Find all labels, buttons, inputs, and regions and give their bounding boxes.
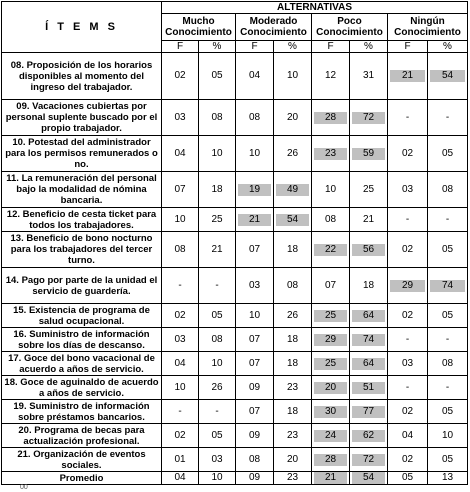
alternativas-header: ALTERNATIVAS	[162, 2, 468, 14]
cell-value: 10	[441, 429, 454, 441]
item-label: 16. Suministro de información sobre los días de descanso.	[2, 328, 162, 352]
cell-value: 20	[314, 382, 347, 394]
sub-header-f: F	[162, 41, 199, 53]
cell-frequency	[388, 376, 428, 400]
cell-frequency	[162, 472, 199, 485]
item-label: 14. Pago por parte de la unidad el servicio de guardería.	[2, 268, 162, 304]
cell-value: 09	[248, 429, 261, 441]
cell-value: 08	[441, 183, 454, 195]
cell-frequency	[388, 100, 428, 136]
cell-value: 18	[286, 405, 299, 417]
cell-percentage	[350, 268, 388, 304]
cell-value: 03	[401, 357, 414, 369]
cell-frequency	[162, 136, 199, 172]
cell-frequency	[236, 232, 274, 268]
sub-header-f: F	[236, 41, 274, 53]
cell-value: -	[445, 381, 450, 393]
cell-percentage	[350, 352, 388, 376]
cell-value: 59	[352, 148, 385, 160]
cell-value: 19	[238, 184, 271, 196]
cell-frequency	[312, 268, 350, 304]
item-label: 11. La remuneración del personal bajo la modalidad de nómina bancaria.	[2, 172, 162, 208]
cell-value: 05	[441, 147, 454, 159]
cell-frequency	[236, 268, 274, 304]
cell-frequency	[162, 268, 199, 304]
cell-percentage	[199, 376, 236, 400]
cell-percentage	[274, 208, 312, 232]
cell-percentage	[274, 100, 312, 136]
cell-value: -	[405, 213, 410, 225]
item-label: 10. Potestad del administrador para los permisos remunerados o no.	[2, 136, 162, 172]
cell-frequency	[312, 376, 350, 400]
table-row	[2, 304, 468, 328]
group-header-poco: Poco Conocimiento	[312, 14, 388, 41]
cell-percentage	[274, 232, 312, 268]
cell-value: -	[405, 333, 410, 345]
cell-frequency	[388, 208, 428, 232]
cell-value: 22	[314, 244, 347, 256]
table-row	[2, 136, 468, 172]
cell-percentage	[428, 400, 468, 424]
cell-value: 24	[314, 430, 347, 442]
cell-percentage	[274, 172, 312, 208]
cell-value: 04	[401, 429, 414, 441]
table-row	[2, 448, 468, 472]
cell-value: 21	[390, 70, 425, 82]
cell-frequency	[162, 400, 199, 424]
cell-value: 21	[238, 214, 271, 226]
cell-value: 74	[352, 334, 385, 346]
table-row	[2, 328, 468, 352]
cell-frequency	[312, 208, 350, 232]
table-row	[2, 100, 468, 136]
cell-percentage	[350, 400, 388, 424]
cell-value: 31	[362, 70, 375, 81]
cell-value: 18	[286, 243, 299, 255]
cell-value: 74	[430, 280, 465, 292]
cell-percentage	[274, 304, 312, 328]
cell-percentage	[428, 53, 468, 100]
cell-frequency	[162, 304, 199, 328]
sub-header-pct: %	[199, 41, 236, 53]
cell-value: 23	[286, 381, 299, 393]
cell-value: 08	[441, 357, 454, 369]
cell-value: 20	[286, 453, 299, 465]
cell-percentage	[350, 232, 388, 268]
cell-percentage	[274, 136, 312, 172]
cell-frequency	[312, 232, 350, 268]
cell-percentage	[199, 208, 236, 232]
table-body	[2, 53, 468, 485]
cell-frequency	[312, 448, 350, 472]
cell-value: 49	[276, 184, 309, 196]
cell-value: 07	[248, 243, 261, 255]
cell-percentage	[350, 376, 388, 400]
item-label: 12. Beneficio de cesta ticket para todos los trabajadores.	[2, 208, 162, 232]
cell-frequency	[388, 328, 428, 352]
cell-percentage	[428, 100, 468, 136]
item-label: 08. Proposición de los horarios disponibles al momento del ingreso del trabajador.	[2, 53, 162, 100]
cell-percentage	[350, 472, 388, 485]
cell-percentage	[199, 304, 236, 328]
cell-frequency	[388, 172, 428, 208]
sub-header-pct: %	[428, 41, 468, 53]
cell-percentage	[274, 352, 312, 376]
item-label: 09. Vacaciones cubiertas por personal suplente buscado por el propio trabajador.	[2, 100, 162, 136]
cell-value: 23	[286, 472, 299, 483]
item-label: 21. Organización de eventos sociales.	[2, 448, 162, 472]
cell-percentage	[274, 53, 312, 100]
cell-percentage	[350, 136, 388, 172]
cell-value: 01	[174, 453, 186, 465]
cell-value: 21	[362, 213, 375, 225]
cell-frequency	[312, 100, 350, 136]
cell-value: 02	[401, 147, 414, 159]
cell-frequency	[312, 472, 350, 485]
cell-value: -	[445, 111, 450, 123]
cell-frequency	[162, 100, 199, 136]
cell-percentage	[274, 328, 312, 352]
cell-frequency	[236, 376, 274, 400]
cell-value: 64	[352, 358, 385, 370]
table-row	[2, 53, 468, 100]
cell-percentage	[199, 424, 236, 448]
cell-value: 04	[248, 70, 261, 81]
cell-frequency	[312, 400, 350, 424]
cell-value: 05	[211, 429, 223, 441]
cell-value: 05	[441, 405, 454, 417]
cell-value: -	[405, 381, 410, 393]
cell-frequency	[388, 232, 428, 268]
cell-frequency	[312, 424, 350, 448]
cell-frequency	[236, 352, 274, 376]
cell-value: 20	[286, 111, 299, 123]
cell-value: 02	[401, 405, 414, 417]
cell-value: 29	[314, 334, 347, 346]
cell-frequency	[236, 328, 274, 352]
results-table	[1, 1, 468, 485]
cell-value: 10	[248, 147, 261, 159]
cell-frequency	[236, 53, 274, 100]
cell-percentage	[199, 448, 236, 472]
cell-value: 25	[314, 358, 347, 370]
cell-value: 51	[352, 382, 385, 394]
cell-percentage	[428, 136, 468, 172]
cell-value: -	[178, 405, 182, 417]
cell-value: 07	[248, 405, 261, 417]
table-row	[2, 472, 468, 485]
cell-value: 25	[314, 310, 347, 322]
cell-value: 18	[362, 279, 375, 291]
table-row	[2, 424, 468, 448]
cell-value: 29	[390, 280, 425, 292]
cell-value: 08	[211, 111, 223, 123]
cell-value: 18	[286, 333, 299, 345]
cell-frequency	[388, 53, 428, 100]
cell-percentage	[428, 352, 468, 376]
cell-percentage	[428, 304, 468, 328]
table-row	[2, 172, 468, 208]
cell-percentage	[274, 448, 312, 472]
group-header-ningun: Ningún Conocimiento	[388, 14, 468, 41]
cell-value: 05	[441, 243, 454, 255]
cell-percentage	[350, 172, 388, 208]
cell-value: 26	[211, 381, 223, 393]
cell-percentage	[428, 424, 468, 448]
cell-percentage	[428, 328, 468, 352]
cell-value: -	[445, 213, 450, 225]
cell-percentage	[428, 268, 468, 304]
cell-value: 05	[441, 309, 454, 321]
cell-frequency	[312, 136, 350, 172]
cell-frequency	[388, 304, 428, 328]
cell-value: 12	[324, 70, 337, 81]
cell-value: 02	[401, 453, 414, 465]
cell-percentage	[350, 448, 388, 472]
cell-value: 10	[211, 357, 223, 369]
cell-value: 08	[211, 333, 223, 345]
item-label: Promedio	[2, 472, 162, 485]
cell-frequency	[312, 352, 350, 376]
cell-frequency	[162, 424, 199, 448]
cell-value: 05	[211, 309, 223, 321]
cell-value: 30	[314, 406, 347, 418]
cell-percentage	[199, 268, 236, 304]
cell-frequency	[162, 208, 199, 232]
cell-value: 03	[174, 333, 186, 345]
cell-frequency	[388, 400, 428, 424]
cell-value: 04	[174, 357, 186, 369]
cell-value: 02	[174, 309, 186, 321]
cell-value: 02	[401, 243, 414, 255]
cell-percentage	[428, 472, 468, 485]
cell-value: 07	[174, 183, 186, 195]
cell-frequency	[236, 304, 274, 328]
cell-frequency	[236, 172, 274, 208]
cell-value: 03	[174, 111, 186, 123]
cell-value: 62	[352, 430, 385, 442]
cell-value: 07	[248, 333, 261, 345]
cell-frequency	[236, 136, 274, 172]
cell-value: 23	[286, 429, 299, 441]
cell-percentage	[199, 328, 236, 352]
cell-value: 26	[286, 309, 299, 321]
cell-percentage	[350, 100, 388, 136]
cell-percentage	[350, 304, 388, 328]
group-header-mucho: Mucho Conocimiento	[162, 14, 236, 41]
cell-percentage	[350, 328, 388, 352]
cell-value: 18	[286, 357, 299, 369]
table-row	[2, 232, 468, 268]
cell-frequency	[388, 472, 428, 485]
cell-value: 05	[211, 70, 223, 81]
cell-percentage	[199, 352, 236, 376]
cell-value: 25	[211, 213, 223, 225]
cell-frequency	[388, 352, 428, 376]
cell-percentage	[274, 472, 312, 485]
cell-frequency	[388, 136, 428, 172]
item-label: 15. Existencia de programa de salud ocupacional.	[2, 304, 162, 328]
table-row	[2, 268, 468, 304]
cell-frequency	[236, 424, 274, 448]
cell-value: 10	[286, 70, 299, 81]
items-header: Í T E M S	[2, 2, 162, 53]
table-row	[2, 400, 468, 424]
cell-frequency	[312, 328, 350, 352]
cell-value: -	[215, 405, 219, 417]
cell-frequency	[162, 448, 199, 472]
cell-frequency	[162, 376, 199, 400]
cell-value: -	[215, 279, 219, 291]
cell-value: 10	[211, 472, 223, 483]
page-footer-text: 00	[20, 484, 28, 491]
cell-percentage	[199, 100, 236, 136]
cell-value: 09	[248, 472, 261, 483]
cell-value: 07	[324, 279, 337, 291]
group-header-moderado: Moderado Conocimiento	[236, 14, 312, 41]
cell-value: 54	[276, 214, 309, 226]
cell-value: 10	[324, 183, 337, 195]
cell-percentage	[428, 376, 468, 400]
cell-percentage	[199, 400, 236, 424]
cell-percentage	[428, 232, 468, 268]
cell-value: 08	[286, 279, 299, 291]
item-label: 20. Programa de becas para actualización profesional.	[2, 424, 162, 448]
cell-value: 03	[401, 183, 414, 195]
cell-value: 02	[401, 309, 414, 321]
cell-frequency	[388, 448, 428, 472]
cell-value: 23	[314, 148, 347, 160]
sub-header-pct: %	[350, 41, 388, 53]
cell-percentage	[199, 136, 236, 172]
cell-value: 25	[362, 183, 375, 195]
cell-frequency	[236, 448, 274, 472]
cell-percentage	[199, 53, 236, 100]
cell-value: 08	[248, 453, 261, 465]
cell-value: -	[405, 111, 410, 123]
sub-header-f: F	[388, 41, 428, 53]
cell-value: 02	[174, 429, 186, 441]
cell-frequency	[162, 352, 199, 376]
cell-value: 10	[211, 147, 223, 159]
cell-value: 72	[352, 112, 385, 124]
sub-header-pct: %	[274, 41, 312, 53]
cell-frequency	[162, 328, 199, 352]
cell-value: 03	[248, 279, 261, 291]
cell-value: 09	[248, 381, 261, 393]
cell-value: 04	[174, 472, 186, 483]
cell-frequency	[162, 53, 199, 100]
cell-percentage	[274, 376, 312, 400]
cell-value: 28	[314, 112, 347, 124]
cell-value: 54	[352, 472, 385, 484]
cell-value: 72	[352, 454, 385, 466]
cell-percentage	[274, 400, 312, 424]
cell-frequency	[388, 268, 428, 304]
cell-value: -	[445, 333, 450, 345]
cell-value: 05	[401, 472, 414, 483]
item-label: 19. Suministro de información sobre préstamos bancarios.	[2, 400, 162, 424]
cell-value: 05	[441, 453, 454, 465]
cell-percentage	[428, 448, 468, 472]
cell-frequency	[388, 424, 428, 448]
cell-percentage	[199, 472, 236, 485]
item-label: 13. Beneficio de bono nocturno para los trabajadores del tercer turno.	[2, 232, 162, 268]
cell-value: 08	[324, 213, 337, 225]
cell-percentage	[199, 232, 236, 268]
cell-percentage	[350, 53, 388, 100]
cell-percentage	[350, 424, 388, 448]
cell-value: 08	[174, 243, 186, 255]
cell-value: 10	[174, 213, 186, 225]
cell-value: 54	[430, 70, 465, 82]
cell-frequency	[162, 172, 199, 208]
cell-value: 02	[174, 70, 186, 81]
cell-value: 08	[248, 111, 261, 123]
table-row	[2, 208, 468, 232]
cell-value: 21	[314, 472, 347, 484]
sub-header-f: F	[312, 41, 350, 53]
cell-frequency	[236, 100, 274, 136]
cell-frequency	[312, 53, 350, 100]
cell-frequency	[236, 208, 274, 232]
cell-value: 56	[352, 244, 385, 256]
cell-value: 64	[352, 310, 385, 322]
cell-frequency	[312, 172, 350, 208]
cell-value: 18	[211, 183, 223, 195]
table-row	[2, 376, 468, 400]
table-row	[2, 352, 468, 376]
cell-frequency	[312, 304, 350, 328]
cell-value: 21	[211, 243, 223, 255]
cell-value: 07	[248, 357, 261, 369]
cell-value: 26	[286, 147, 299, 159]
item-label: 18. Goce de aguinaldo de acuerdo a años de servicio.	[2, 376, 162, 400]
cell-value: 77	[352, 406, 385, 418]
cell-value: 13	[441, 472, 454, 483]
cell-frequency	[162, 232, 199, 268]
cell-value: 10	[174, 381, 186, 393]
cell-percentage	[428, 172, 468, 208]
cell-frequency	[236, 400, 274, 424]
cell-percentage	[350, 208, 388, 232]
cell-frequency	[236, 472, 274, 485]
item-label: 17. Goce del bono vacacional de acuerdo a años de servicio.	[2, 352, 162, 376]
cell-percentage	[274, 424, 312, 448]
cell-value: 03	[211, 453, 223, 465]
cell-value: 10	[248, 309, 261, 321]
cell-percentage	[199, 172, 236, 208]
cell-percentage	[428, 208, 468, 232]
cell-percentage	[274, 268, 312, 304]
cell-value: 04	[174, 147, 186, 159]
cell-value: -	[178, 279, 182, 291]
cell-value: 28	[314, 454, 347, 466]
